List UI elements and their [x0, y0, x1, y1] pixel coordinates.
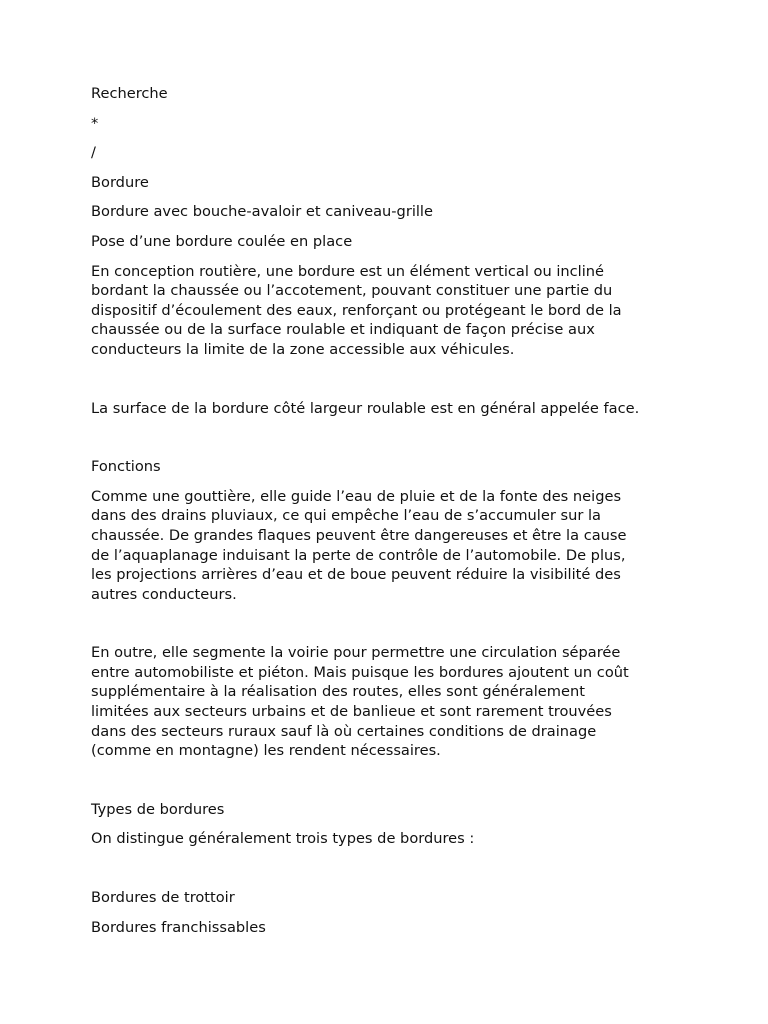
- types-intro: On distingue généralement trois types de bordures :: [91, 830, 475, 848]
- paragraph-line: supplémentaire à la réalisation des routes, elles sont généralement: [91, 683, 585, 701]
- section-heading-types: Types de bordures: [91, 800, 225, 818]
- paragraph-line: dispositif d’écoulement des eaux, renforçant ou protégeant le bord de la: [91, 301, 622, 319]
- paragraph-line: Comme une gouttière, elle guide l’eau de pluie et de la fonte des neiges: [91, 487, 622, 505]
- search-heading: Recherche: [91, 85, 168, 102]
- paragraph-line: En outre, elle segmente la voirie pour permettre une circulation séparée: [91, 644, 621, 662]
- paragraph-line: de l’aquaplanage induisant la perte de contrôle de l’automobile. De plus,: [91, 546, 626, 564]
- paragraph-line: autres conducteurs.: [91, 585, 237, 603]
- asterisk-marker: *: [91, 114, 99, 132]
- document-page: [91, 84, 681, 937]
- functions-paragraph-2: [91, 643, 681, 761]
- paragraph-line: entre automobiliste et piéton. Mais puisque les bordures ajoutent un coût: [91, 663, 629, 681]
- type-item-sidewalk-curb: Bordures de trottoir: [91, 889, 235, 907]
- image-caption-1: Bordure avec bouche-avaloir et caniveau-grille: [91, 203, 433, 221]
- image-caption-2: Pose d’une bordure coulée en place: [91, 232, 353, 250]
- functions-paragraph-1: [91, 487, 681, 605]
- type-item-mountable-curb: Bordures franchissables: [91, 918, 266, 936]
- intro-paragraph: [91, 262, 681, 360]
- section-heading-functions: Fonctions: [91, 458, 161, 476]
- paragraph-line: limitées aux secteurs urbains et de banlieue et sont rarement trouvées: [91, 703, 612, 721]
- paragraph-line: bordant la chaussée ou l’accotement, pouvant constituer une partie du: [91, 282, 613, 300]
- slash-marker: /: [91, 144, 96, 162]
- paragraph-line: chaussée. De grandes flaques peuvent être dangereuses et être la cause: [91, 526, 627, 544]
- paragraph-line: (comme en montagne) les rendent nécessaires.: [91, 742, 441, 760]
- article-title: Bordure: [91, 173, 149, 191]
- face-definition: La surface de la bordure côté largeur roulable est en général appelée face.: [91, 399, 640, 417]
- paragraph-line: dans des drains pluviaux, ce qui empêche l’eau de s’accumuler sur la: [91, 507, 601, 525]
- paragraph-line: conducteurs la limite de la zone accessible aux véhicules.: [91, 340, 515, 358]
- paragraph-line: chaussée ou de la surface roulable et indiquant de façon précise aux: [91, 321, 595, 339]
- paragraph-line: dans des secteurs ruraux sauf là où certaines conditions de drainage: [91, 722, 597, 740]
- paragraph-line: les projections arrières d’eau et de boue peuvent réduire la visibilité des: [91, 566, 621, 584]
- paragraph-line: En conception routière, une bordure est un élément vertical ou incliné: [91, 262, 605, 280]
